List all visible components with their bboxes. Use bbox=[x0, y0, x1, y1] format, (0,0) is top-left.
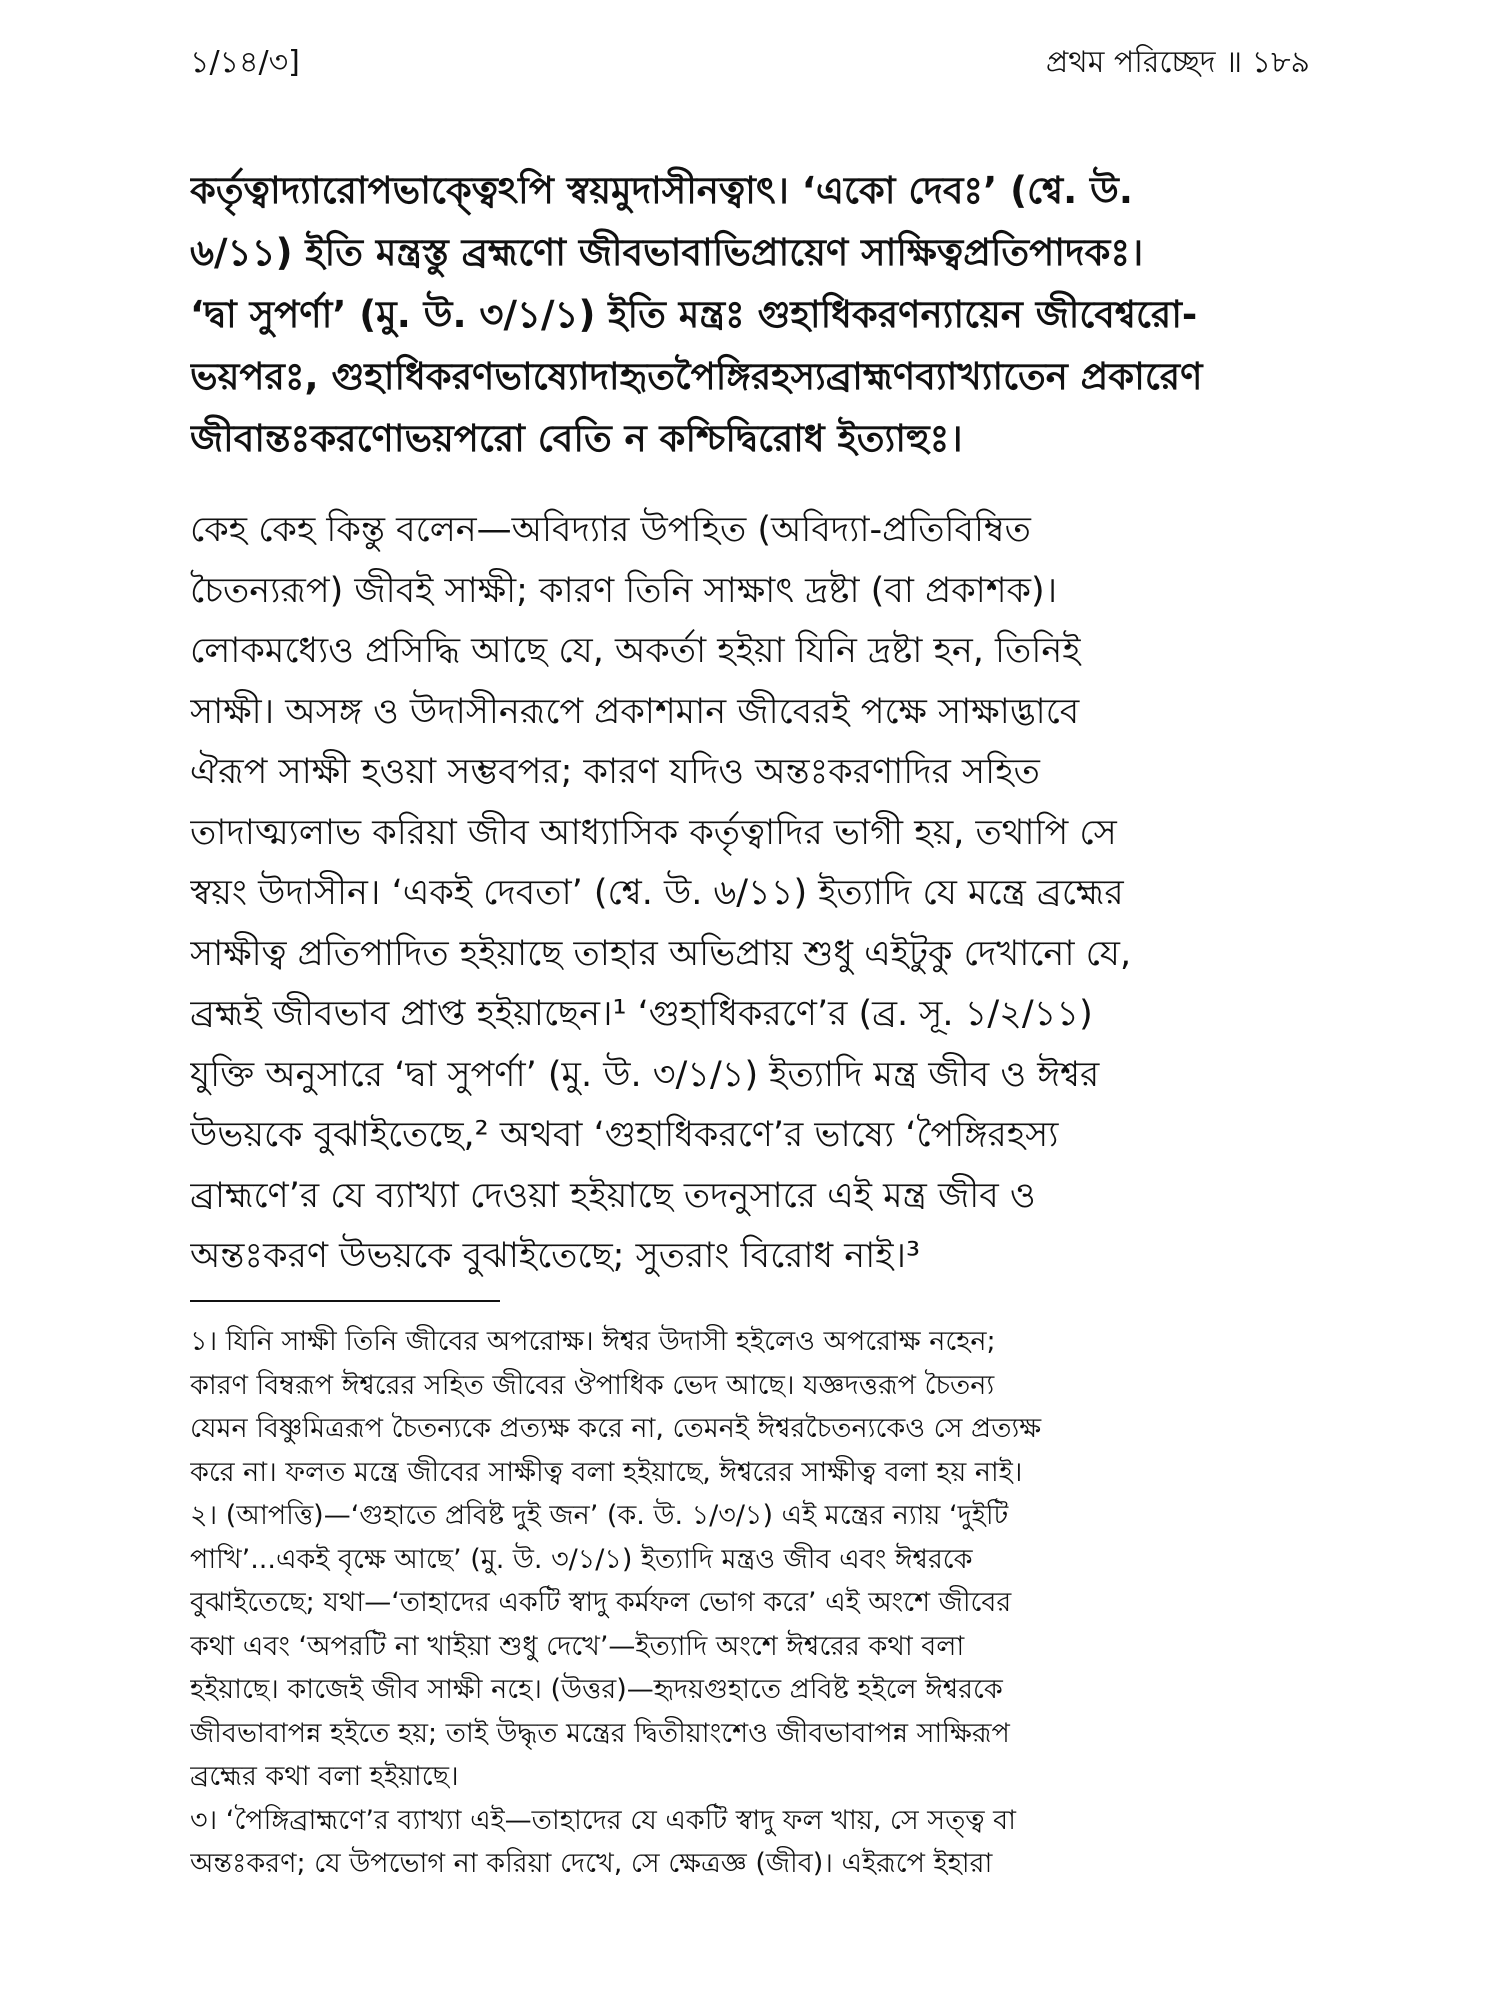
footnotes bbox=[190, 1320, 1310, 1886]
footnote-line: কথা এবং ‘অপরটি না খাইয়া শুধু দেখে’—ইত্যাদি অংশে ঈশ্বরের কথা বলা bbox=[190, 1630, 965, 1662]
chapter-title-page-number: প্রথম পরিচ্ছেদ ॥ ১৮৯ bbox=[1045, 45, 1310, 80]
sanskrit-line: কর্তৃত্বাদ্যারোপভাক্ত্বেঽপি স্বয়মুদাসীনত্বাৎ। ‘একো দেবঃ’ (শ্বে. উ. bbox=[190, 169, 1133, 212]
translation-line: ঐরূপ সাক্ষী হওয়া সম্ভবপর; কারণ যদিও অন্তঃকরণাদির সহিত bbox=[190, 752, 1040, 792]
running-header bbox=[190, 38, 1310, 88]
bengali-translation bbox=[190, 500, 1310, 1287]
footnote-line: ১। যিনি সাক্ষী তিনি জীবের অপরোক্ষ। ঈশ্বর উদাসী হইলেও অপরোক্ষ নহেন; bbox=[190, 1326, 996, 1357]
translation-line: সাক্ষী। অসঙ্গ ও উদাসীনরূপে প্রকাশমান জীবেরই পক্ষে সাক্ষাদ্ভাবে bbox=[190, 691, 1080, 732]
translation-line: ব্রহ্মই জীবভাব প্রাপ্ত হইয়াছেন।¹ ‘গুহাধিকরণে’র (ব্র. সূ. ১/২/১১) bbox=[190, 994, 1093, 1034]
footnote-line: পাখি’...একই বৃক্ষে আছে’ (মু. উ. ৩/১/১) ইত্যাদি মন্ত্রও জীব এবং ঈশ্বরকে bbox=[190, 1543, 973, 1575]
translation-line: ব্রাহ্মণে’র যে ব্যাখ্যা দেওয়া হইয়াছে তদনুসারে এই মন্ত্র জীব ও bbox=[190, 1175, 1036, 1216]
sanskrit-passage bbox=[190, 160, 1310, 470]
sanskrit-line: ‘দ্বা সুপর্ণা’ (মু. উ. ৩/১/১) ইতি মন্ত্রঃ গুহাধিকরণন্যায়েন জীবেশ্বরো- bbox=[190, 293, 1198, 336]
translation-line: লোকমধ্যেও প্রসিদ্ধি আছে যে, অকর্তা হইয়া যিনি দ্রষ্টা হন, তিনিই bbox=[190, 631, 1081, 671]
translation-line: চৈতন্যরূপ) জীবই সাক্ষী; কারণ তিনি সাক্ষাৎ দ্রষ্টা (বা প্রকাশক)। bbox=[190, 570, 1058, 611]
translation-line: উভয়কে বুঝাইতেছে,² অথবা ‘গুহাধিকরণে’র ভাষ্যে ‘পৈঙ্গিরহস্য bbox=[190, 1115, 1059, 1155]
translation-line: স্বয়ং উদাসীন। ‘একই দেবতা’ (শ্বে. উ. ৬/১১) ইত্যাদি যে মন্ত্রে ব্রহ্মের bbox=[190, 873, 1124, 913]
footnote-line: ২। (আপত্তি)—‘গুহাতে প্রবিষ্ট দুই জন’ (ক. উ. ১/৩/১) এই মন্ত্রের ন্যায় ‘দুইটি bbox=[190, 1500, 1009, 1531]
footnote-line: অন্তঃকরণ; যে উপভোগ না করিয়া দেখে, সে ক্ষেত্রজ্ঞ (জীব)। এইরূপে ইহারা bbox=[190, 1848, 993, 1879]
sanskrit-line: ৬/১১) ইতি মন্ত্রস্তু ব্রহ্মণো জীবভাবাভিপ্রায়েণ সাক্ষিত্বপ্রতিপাদকঃ। bbox=[190, 231, 1144, 274]
footnote-line: যেমন বিষ্ণুমিত্ররূপ চৈতন্যকে প্রত্যক্ষ করে না, তেমনই ঈশ্বরচৈতন্যকেও সে প্রত্যক্ষ bbox=[190, 1413, 1042, 1444]
translation-line: তাদাত্ম্যলাভ করিয়া জীব আধ্যাসিক কর্তৃত্বাদির ভাগী হয়, তথাপি সে bbox=[190, 812, 1117, 853]
sanskrit-line: জীবান্তঃকরণোভয়পরো বেতি ন কশ্চিদ্বিরোধ ইত্যাহুঃ। bbox=[190, 417, 963, 460]
footnote-line: হইয়াছে। কাজেই জীব সাক্ষী নহে। (উত্তর)—হৃদয়গুহাতে প্রবিষ্ট হইলে ঈশ্বরকে bbox=[190, 1674, 1003, 1705]
footnote-line: করে না। ফলত মন্ত্রে জীবের সাক্ষীত্ব বলা হইয়াছে, ঈশ্বরের সাক্ষীত্ব বলা হয় নাই। bbox=[190, 1456, 1023, 1488]
footnote-line: ৩। ‘পৈঙ্গিব্রাহ্মণে’র ব্যাখ্যা এই—তাহাদের যে একটি স্বাদু ফল খায়, সে সত্ত্ব বা bbox=[190, 1804, 1016, 1836]
footnote-line: বুঝাইতেছে; যথা—‘তাহাদের একটি স্বাদু কর্মফল ভোগ করে’ এই অংশে জীবের bbox=[190, 1587, 1012, 1618]
translation-line: অন্তঃকরণ উভয়কে বুঝাইতেছে; সুতরাং বিরোধ নাই।³ bbox=[190, 1236, 921, 1276]
translation-line: সাক্ষীত্ব প্রতিপাদিত হইয়াছে তাহার অভিপ্রায় শুধু এইটুকু দেখানো যে, bbox=[190, 933, 1132, 974]
footnote-line: ব্রহ্মের কথা বলা হইয়াছে। bbox=[190, 1761, 459, 1792]
section-reference: ১/১৪/৩] bbox=[190, 45, 300, 80]
footnote-line: জীবভাবাপন্ন হইতে হয়; তাই উদ্ধৃত মন্ত্রের দ্বিতীয়াংশেও জীবভাবাপন্ন সাক্ষিরূপ bbox=[190, 1717, 1010, 1749]
translation-line: কেহ কেহ কিন্তু বলেন—অবিদ্যার উপহিত (অবিদ্যা-প্রতিবিম্বিত bbox=[190, 510, 1031, 550]
sanskrit-line: ভয়পরঃ, গুহাধিকরণভাষ্যোদাহৃতপৈঙ্গিরহস্যব্রাহ্মণব্যাখ্যাতেন প্রকারেণ bbox=[190, 355, 1203, 398]
footnote-line: কারণ বিম্বরূপ ঈশ্বরের সহিত জীবের ঔপাধিক ভেদ আছে। যজ্ঞদত্তরূপ চৈতন্য bbox=[190, 1369, 995, 1401]
translation-line: যুক্তি অনুসারে ‘দ্বা সুপর্ণা’ (মু. উ. ৩/১/১) ইত্যাদি মন্ত্র জীব ও ঈশ্বর bbox=[190, 1054, 1100, 1095]
footnote-divider bbox=[190, 1300, 500, 1302]
